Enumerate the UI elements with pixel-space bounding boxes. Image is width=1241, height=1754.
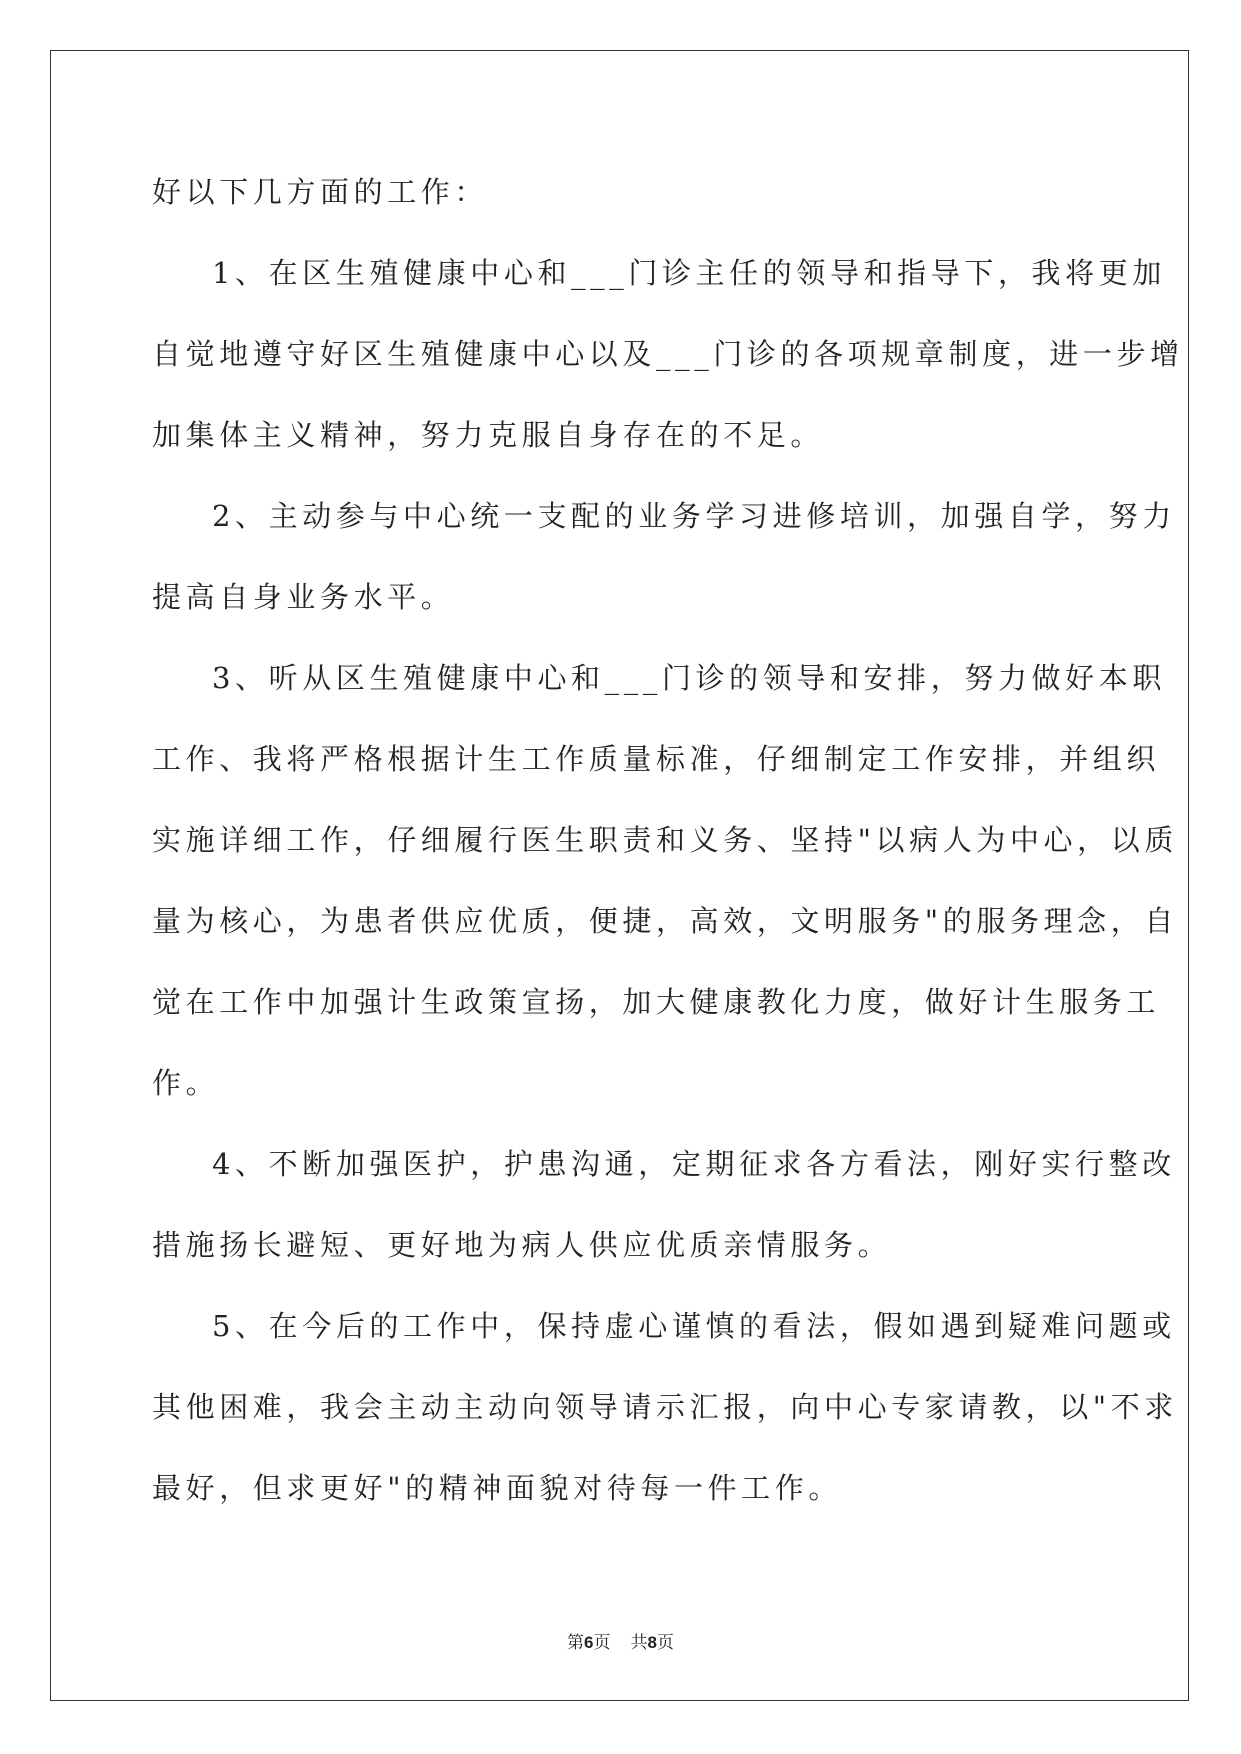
- text-line: 加集体主义精神，努力克服自身存在的不足。: [152, 418, 825, 452]
- page-suffix: 页: [593, 1633, 611, 1653]
- total-suffix: 页: [656, 1633, 674, 1653]
- text-line: 实施详细工作，仔细履行医生职责和义务、坚持"以病人为中心，以质: [152, 823, 1178, 857]
- page-number: 6: [584, 1633, 594, 1652]
- text-line: 5、在今后的工作中，保持虚心谨慎的看法，假如遇到疑难问题或: [212, 1309, 1176, 1343]
- text-line: 3、听从区生殖健康中心和___门诊的领导和安排，努力做好本职: [212, 661, 1166, 695]
- text-line: 1、在区生殖健康中心和___门诊主任的领导和指导下，我将更加: [212, 256, 1166, 290]
- total-pages: 8: [647, 1633, 657, 1652]
- text-line: 好以下几方面的工作：: [152, 175, 489, 209]
- total-prefix: 共: [630, 1633, 648, 1653]
- page-footer: [0, 1628, 1241, 1653]
- text-line: 量为核心，为患者供应优质，便捷，高效，文明服务"的服务理念，自: [152, 904, 1178, 938]
- text-line: 其他困难，我会主动主动向领导请示汇报，向中心专家请教，以"不求: [152, 1390, 1178, 1424]
- text-line: 提高自身业务水平。: [152, 580, 455, 614]
- text-line: 觉在工作中加强计生政策宣扬，加大健康教化力度，做好计生服务工: [152, 985, 1161, 1019]
- document-body: [152, 165, 1184, 1542]
- text-line: 4、不断加强医护，护患沟通，定期征求各方看法，刚好实行整改: [212, 1147, 1176, 1181]
- text-line: 2、主动参与中心统一支配的业务学习进修培训，加强自学，努力: [212, 499, 1176, 533]
- text-line: 自觉地遵守好区生殖健康中心以及___门诊的各项规章制度，进一步增: [152, 337, 1184, 371]
- text-line: 措施扬长避短、更好地为病人供应优质亲情服务。: [152, 1228, 892, 1262]
- text-line: 工作、我将严格根据计生工作质量标准，仔细制定工作安排，并组织: [152, 742, 1161, 776]
- page-prefix: 第: [567, 1633, 585, 1653]
- text-line: 最好，但求更好"的精神面貌对待每一件工作。: [152, 1471, 842, 1505]
- text-line: 作。: [152, 1066, 220, 1100]
